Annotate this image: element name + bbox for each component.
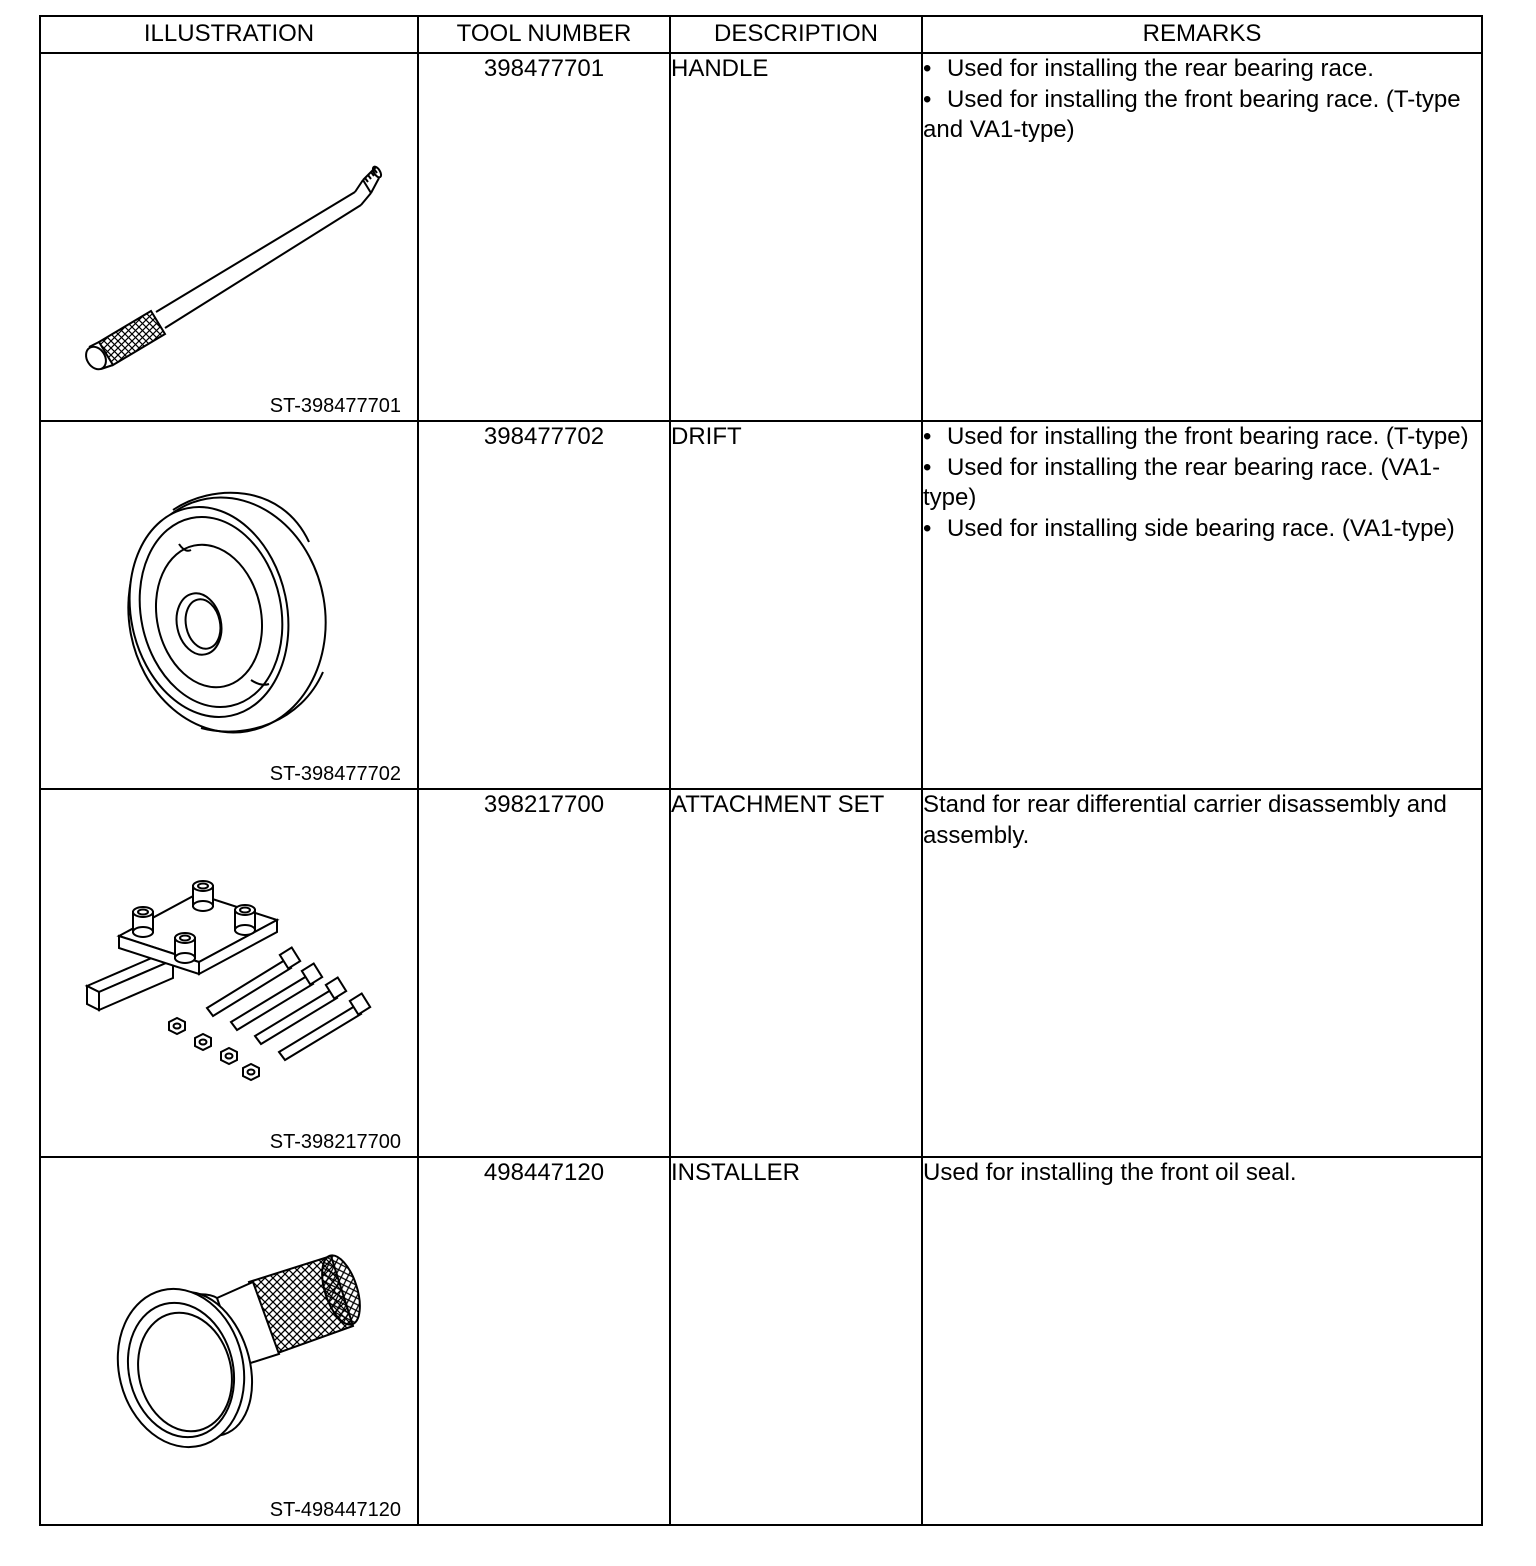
tool-number-cell: 398477701 xyxy=(418,53,670,421)
remark-item: • Used for installing side bearing race. (VA1-type) xyxy=(923,514,1455,542)
handle-illustration xyxy=(41,54,419,420)
description-cell: HANDLE xyxy=(670,53,922,421)
figure-label: ST-498447120 xyxy=(269,1499,401,1521)
special-tools-table xyxy=(39,15,1483,1526)
installer-illustration xyxy=(41,1158,419,1524)
figure-label: ST-398477702 xyxy=(269,763,401,785)
remark-text: Stand for rear differential carrier disassembly and assembly. xyxy=(923,791,1447,849)
tool-number-cell: 498447120 xyxy=(418,1157,670,1525)
table-row xyxy=(40,1157,1482,1525)
remark-text: Used for installing the front oil seal. xyxy=(923,1159,1297,1186)
header-description: DESCRIPTION xyxy=(670,16,922,53)
figure-label: ST-398477701 xyxy=(269,395,401,417)
remark-item: • Used for installing the rear bearing race. xyxy=(923,55,1374,82)
remarks-cell xyxy=(922,1157,1482,1525)
drift-illustration xyxy=(41,422,419,788)
tool-number-cell: 398477702 xyxy=(418,421,670,789)
illustration-cell xyxy=(40,789,418,1157)
attachment-set-illustration xyxy=(41,790,419,1156)
illustration-cell xyxy=(40,1157,418,1525)
header-tool-number: TOOL NUMBER xyxy=(418,16,670,53)
description-cell: ATTACHMENT SET xyxy=(670,789,922,1157)
remark-item: • Used for installing the front bearing race. (T-type) xyxy=(923,423,1469,450)
table-row xyxy=(40,53,1482,421)
tool-number-cell: 398217700 xyxy=(418,789,670,1157)
illustration-cell xyxy=(40,53,418,421)
description-cell: INSTALLER xyxy=(670,1157,922,1525)
header-row xyxy=(40,16,1482,53)
header-illustration: ILLUSTRATION xyxy=(40,16,418,53)
remarks-cell xyxy=(922,53,1482,421)
figure-label: ST-398217700 xyxy=(269,1131,401,1153)
description-cell: DRIFT xyxy=(670,421,922,789)
remarks-cell xyxy=(922,421,1482,789)
table-row xyxy=(40,789,1482,1157)
remarks-cell xyxy=(922,789,1482,1157)
remark-item: • Used for installing the rear bearing race. (VA1-type) xyxy=(923,453,1441,511)
illustration-cell xyxy=(40,421,418,789)
remark-item: • Used for installing the front bearing race. (T-type and VA1-type) xyxy=(923,85,1461,143)
table-row xyxy=(40,421,1482,789)
header-remarks: REMARKS xyxy=(922,16,1482,53)
